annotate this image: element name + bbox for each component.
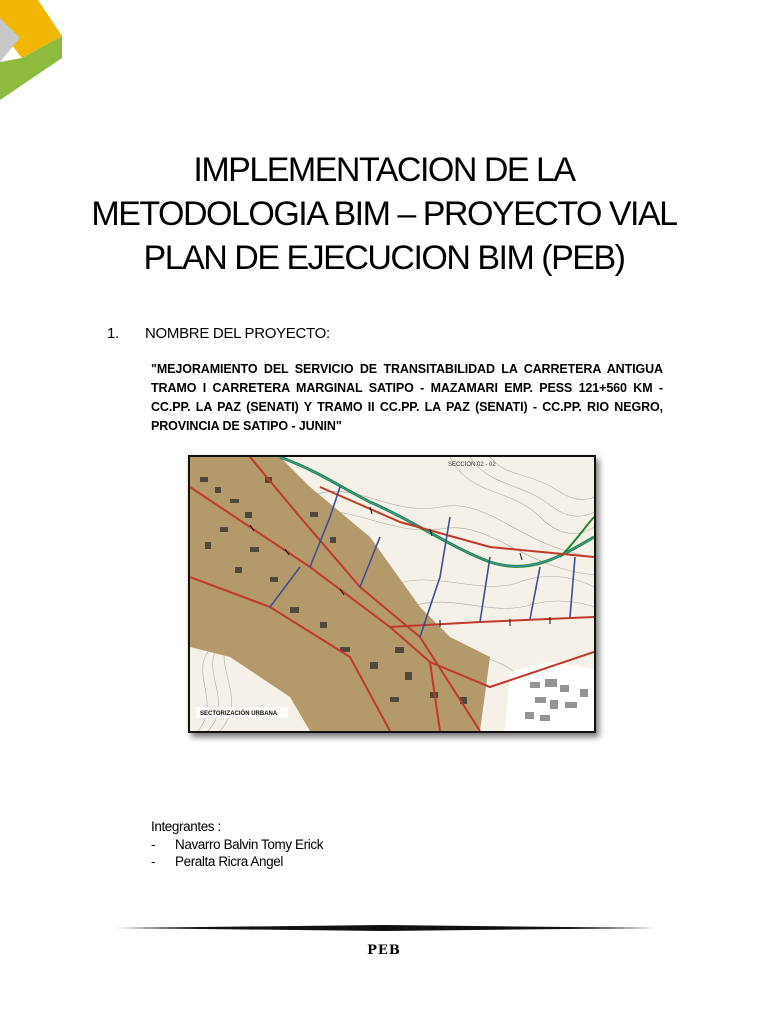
list-item <box>151 836 323 854</box>
section-title: NOMBRE DEL PROYECTO: <box>145 325 330 342</box>
document-title <box>0 148 768 280</box>
members-label: Integrantes : <box>151 819 221 834</box>
logo-icon <box>0 0 62 100</box>
map-caption: SECTORIZACIÓN URBANA <box>200 711 278 717</box>
member-name: Navarro Balvin Tomy Erick <box>175 836 324 852</box>
section-number: 1. <box>107 325 119 342</box>
project-map-figure <box>188 455 596 733</box>
list-item <box>151 853 323 871</box>
title-line-2: METODOLOGIA BIM – PROYECTO VIAL <box>91 195 677 233</box>
member-name: Peralta Ricra Angel <box>175 854 283 869</box>
list-bullet: - <box>151 836 156 852</box>
title-line-3: PLAN DE EJECUCION BIM (PEB) <box>143 239 625 277</box>
list-bullet: - <box>151 854 156 869</box>
title-line-1: IMPLEMENTACION DE LA <box>193 151 575 189</box>
footer-label: PEB <box>367 943 401 958</box>
urban-map-image <box>190 457 594 731</box>
footer-divider <box>113 925 655 931</box>
map-section-label: SECCION 02 - 02 <box>448 462 496 468</box>
section-heading <box>107 325 330 342</box>
members-block <box>151 818 323 871</box>
project-description: "MEJORAMIENTO DEL SERVICIO DE TRANSITABILIDAD LA CARRETERA ANTIGUA TRAMO I CARRETERA MARGINAL SATIPO - MAZAMARI EMP. PESS 121+560 KM - CC.PP. LA PAZ (SENATI) Y TRAMO II CC.PP. LA PAZ (SENATI) - CC.PP. RIO NEGRO, PROVINCIA DE SATIPO - JUNIN" <box>151 362 663 433</box>
